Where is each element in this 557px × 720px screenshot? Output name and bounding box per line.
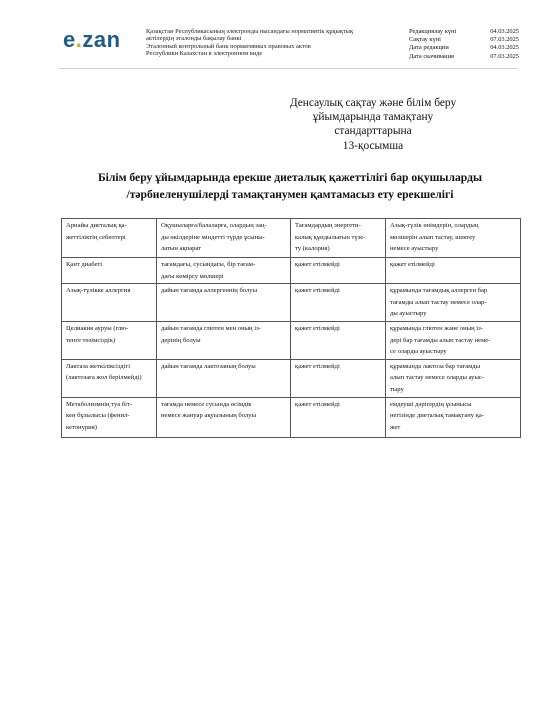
header-divider	[59, 68, 518, 69]
cell-line: тағамдағы, сусындағы, бір тағам-	[161, 261, 256, 268]
table-cell	[62, 258, 157, 284]
table-cell	[291, 284, 386, 322]
cell-line: се оларды ауыстыру	[390, 348, 447, 356]
meta-row	[409, 36, 519, 44]
table-cell	[62, 284, 157, 322]
cell-line: қажет етілмейді	[295, 261, 340, 268]
header-info-line: Республики Казахстан в электронном виде	[146, 49, 263, 57]
table-cell	[386, 258, 521, 284]
table-cell	[157, 258, 291, 284]
cell-line: Лактаза жеткіліксіздігі	[66, 362, 131, 370]
ezan-logo	[63, 27, 121, 53]
appendix-line: Денсаулық сақтау және білім беру	[289, 97, 457, 109]
table-cell	[62, 359, 157, 397]
cell-line: кен бұзылысы (фенил-	[66, 412, 130, 420]
cell-line: құрамында тағамдық аллерген бар	[390, 287, 488, 295]
table-header-row	[62, 219, 521, 258]
table-row	[62, 321, 521, 359]
cell-line: қажет етілмейді	[295, 400, 340, 408]
appendix-line: стандарттарына	[334, 125, 412, 138]
table-cell	[386, 321, 521, 359]
header-info-line: Эталонный контрольный банк нормативных правовых актов	[146, 42, 311, 50]
header-info-line: актілердің эталонды бақылау банкі	[146, 35, 242, 43]
cell-line: ды өкілдеріне міндетті түрде ұсыны-	[161, 233, 265, 241]
header-cell	[291, 219, 386, 258]
appendix-reference	[268, 96, 478, 153]
cell-line: мөлшерін алып тастау, шектеу	[390, 233, 476, 241]
meta-value: 07.03.2025	[490, 52, 519, 60]
table-row	[62, 397, 521, 437]
cell-line: ды ауыстыру	[390, 310, 427, 318]
cell-line: Целиакия ауруы (глю-	[66, 324, 129, 332]
cell-line: қажет етілмейді	[295, 324, 340, 332]
meta-row	[409, 28, 519, 36]
table-cell	[386, 397, 521, 437]
header-cell	[157, 219, 291, 258]
header-cell	[62, 219, 157, 258]
cell-line: калық құндылығын түзе-	[295, 233, 366, 241]
table-cell	[291, 258, 386, 284]
header-info-line: Қазақстан Республикасының электронды нысандағы нормативтік құқықтық	[146, 28, 354, 35]
cell-line: қажет етілмейді	[390, 261, 435, 268]
cell-line: Азық-түлікке аллергия	[66, 287, 131, 295]
header-meta	[409, 28, 519, 61]
cell-line: Тағамдардың энергети-	[295, 222, 361, 229]
appendix-line: 13-қосымша	[342, 139, 404, 152]
cell-line: дайын тағамда глютен мен оның із-	[161, 324, 261, 332]
table-cell	[291, 321, 386, 359]
table-cell	[291, 359, 386, 397]
meta-row	[409, 44, 519, 52]
cell-line: қажет етілмейді	[295, 362, 340, 370]
meta-label: Дата редакции	[409, 44, 449, 52]
cell-line: Метаболизмнің туа біт-	[66, 400, 133, 408]
dietary-needs-table	[61, 218, 521, 438]
cell-line: кетонурия)	[66, 423, 97, 431]
cell-line: дері бар тағамды алып тастау неме-	[390, 336, 491, 344]
table-row	[62, 284, 521, 322]
table-row	[62, 258, 521, 284]
cell-line: құрамында глютен және оның із-	[390, 324, 483, 332]
meta-value: 07.03.2025	[490, 36, 519, 44]
table-cell	[62, 397, 157, 437]
cell-line: немесе жануар ақуызының болуы	[161, 412, 257, 420]
cell-line: тыру	[390, 385, 404, 393]
table-cell	[386, 359, 521, 397]
meta-value: 04.03.2025	[490, 28, 519, 35]
cell-line: алып тастау немесе оларды ауыс-	[390, 374, 485, 382]
appendix-line: ұйымдарында тамақтану	[312, 111, 434, 124]
cell-line: қажет етілмейді	[295, 287, 340, 295]
cell-line: ту (калория)	[295, 245, 330, 253]
logo-zan: zan	[82, 27, 121, 52]
cell-line: тағамды алып тастау немесе олар-	[390, 298, 487, 306]
meta-value: 04.03.2025	[490, 44, 519, 52]
cell-line: Оқушыларға/балаларға, олардың заң-	[161, 222, 267, 229]
header-cell	[386, 219, 521, 258]
cell-line: емдеуші дәрігердің ұсынысы	[390, 400, 472, 408]
table-cell	[157, 321, 291, 359]
meta-row	[409, 53, 519, 61]
meta-label: Дата скачивания	[409, 52, 454, 60]
document-header	[0, 0, 557, 80]
cell-line: латын ақпарат	[161, 245, 202, 253]
cell-line: негізінде диеталық тамақтану қа-	[390, 412, 485, 420]
cell-line: дайын тағамда лактозаның болуы	[161, 362, 256, 370]
table-row	[62, 359, 521, 397]
meta-label: Сақтау күні	[409, 36, 441, 44]
title-line: /тәрбиеленушілерді тамақтанумен қамтамасыз ету ерекшелігі	[126, 187, 454, 201]
table-cell	[157, 397, 291, 437]
table-cell	[62, 321, 157, 359]
title-line: Білім беру ұйымдарында ерекше диеталық қажеттілігі бар оқушыларды	[98, 171, 482, 184]
logo-e: e	[63, 27, 76, 52]
cell-line: құрамында лактоза бар тағамды	[390, 362, 481, 370]
table-cell	[157, 359, 291, 397]
document-title	[60, 170, 520, 204]
cell-line: жеттіліктің себептері	[66, 233, 126, 241]
cell-line: дерінің болуы	[161, 336, 201, 344]
logo-dot: .	[75, 27, 83, 52]
cell-line: Қант диабеті	[66, 261, 103, 268]
cell-line: жет	[390, 423, 401, 431]
header-info	[146, 28, 392, 57]
table-cell	[386, 284, 521, 322]
cell-line: Азық-түлік өнімдерін, олардың	[390, 222, 479, 229]
cell-line: дағы көмірсу мөлшері	[161, 272, 224, 280]
cell-line: тенге төзімсіздік)	[66, 336, 116, 344]
cell-line: Арнайы диеталық қа-	[66, 222, 127, 229]
table-cell	[291, 397, 386, 437]
cell-line: дайын тағамда аллергеннің болуы	[161, 287, 258, 295]
cell-line: немесе ауыстыру	[390, 245, 439, 253]
cell-line: тағамда немесе сусында өсімдік	[161, 400, 252, 408]
cell-line: (лактозаға жол берілмейді)	[66, 374, 142, 382]
meta-label: Редакциялау күні	[409, 28, 457, 35]
table-cell	[157, 284, 291, 322]
